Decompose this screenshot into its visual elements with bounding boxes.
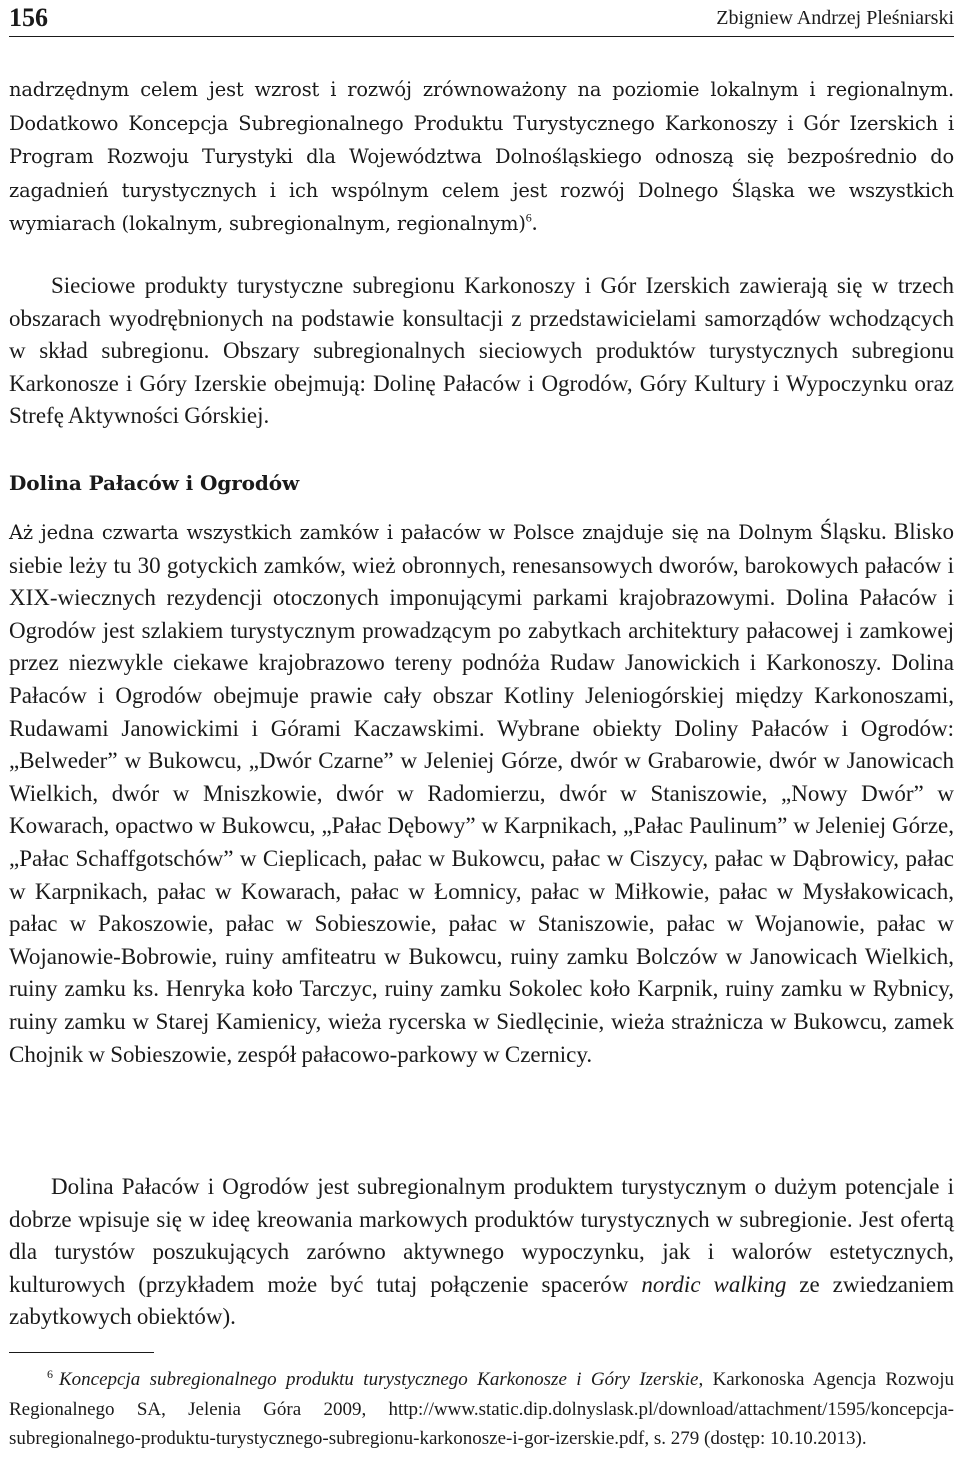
running-head-author: Zbigniew Andrzej Pleśniarski <box>716 7 954 29</box>
section-heading: Dolina Pałaców i Ogrodów <box>9 471 300 495</box>
paragraph-3-text: Śląsku. Blisko siebie leży tu 30 gotyckich zamków, wież obronnych, renesansowych dworów, barokowych pałaców i XIX-wiecznych rezydencji otoczonych imponującymi parkami krajobrazowymi. Dolina Pałaców i Ogrodów jest szlakiem turystycznym prowadzącym po zabytkach architektury pałacowej i zamkowej przez niezwykle ciekawe krajobrazowo tereny podnóża Rudaw Janowickich i Karkonoszy. Dolina Pałaców i Ogrodów obejmuje prawie cały obszar Kotliny Jeleniogórskiej między Karkonoszami, Rudawami Janowickimi i Górami Kaczawskimi. Wybrane obiekty Doliny Pałaców i Ogrodów: „Belweder” w Bukowcu, „Dwór Czarne” w Jeleniej Górze, dwór w Grabarowie, dwór w Janowicach Wielkich, dwór w Mniszkowie, dwór w Radomierzu, dwór w Staniszowie, „Nowy Dwór” w Kowarach, opactwo w Bukowcu, „Pałac Dębowy” w Karpnikach, „Pałac Paulinum” w Jeleniej Górze, „Pałac Schaffgotschów” w Cieplicach, pałac w Bukowcu, pałac w Ciszycy, pałac w Dąbrowicy, pałac w Karpnikach, pałac w Kowarach, pałac w Łomnicy, pałac w Miłkowie, pałac w Mysłakowicach, pałac w Pakoszowie, pałac w Sobieszowie, pałac w Staniszowie, pałac w Wojanowie, pałac w Wojanowie-Bobrowie, ruiny amfiteatru w Bukowcu, ruiny zamku Bolczów w Janowicach Wielkich, ruiny zamku ks. Henryka koło Tarczyc, ruiny zamku Sokolec koło Karpnik, ruiny zamku w Rybnicy, ruiny zamku w Starej Kamienicy, wieża rycerska w Siedlęcinie, wieża strażnicza w Bukowcu, zamek Chojnik w Sobieszowie, zespół pałacowo-parkowy w Czernicy. <box>9 519 954 1067</box>
footnote-reference: 6 <box>525 210 532 225</box>
footnote-title: Koncepcja subregionalnego produktu turystycznego Karkonosze i Góry Izerskie <box>59 1369 699 1390</box>
paragraph-1-end: . <box>531 210 538 236</box>
footnote-text: , Karkonoska Agencja Rozwoju Regionalnego SA, Jelenia Góra 2009, http://www.static.dip.dolnyslask.pl/download/attachment/1595/koncepcja-subregionalnego-produktu-turystycznego-subregionu-karkonosze-i-gor-izerskie.pdf, s. 279 (dostęp: 10.10.2013). <box>9 1369 954 1449</box>
paragraph-3-lead: Aż jedna czwarta wszystkich zamków i pałaców w Polsce znajduje się na Dolnym <box>9 521 813 544</box>
paragraph-4-end: ze zwiedzaniem zabytkowych obiektów). <box>9 1271 955 1330</box>
page-number: 156 <box>9 3 48 32</box>
book-page <box>9 0 954 1484</box>
footnote-rule <box>9 1352 154 1353</box>
footnote-number: 6 <box>47 1366 53 1381</box>
running-header <box>9 2 954 34</box>
paragraph-4-italic: nordic walking <box>641 1271 787 1297</box>
paragraph-3 <box>9 516 954 1071</box>
paragraph-1-text: nadrzędnym celem jest wzrost i rozwój zrównoważony na poziomie lokalnym i regionalnym. Dodatkowo Koncepcja Subregionalnego Produktu Turystycznego Karkonoszy i Gór Izerskich i Program Rozwoju Turystyki dla Województwa Dolnośląskiego odnoszą się bezpośrednio do zagadnień turystycznych i ich wspólnym celem jest rozwój Dolnego Śląska we wszystkich wymiarach (lokalnym, subregionalnym, regionalnym) <box>9 78 954 236</box>
paragraph-2: Sieciowe produkty turystyczne subregionu Karkonoszy i Gór Izerskich zawierają się w trzech obszarach wyodrębnionych na podstawie konsultacji z przedstawicielami samorządów wchodzących w skład subregionu. Obszary subregionalnych sieciowych produktów turystycznych subregionu Karkonosze i Góry Izerskie obejmują: Dolinę Pałaców i Ogrodów, Góry Kultury i Wypoczynku oraz Strefę Aktywności Górskiej. <box>9 273 954 429</box>
paragraph-4 <box>9 1171 954 1334</box>
paragraph-1 <box>9 73 954 241</box>
footnote <box>9 1365 954 1454</box>
paragraph-4-text: Dolina Pałaców i Ogrodów jest subregionalnym produktem turystycznym o dużym potencjale i dobrze wpisuje się w ideę kreowania markowych produktów turystycznych w subregionie. Jest ofertą dla turystów poszukujących zarówno aktywnego wypoczynku, jak i walorów estetycznych, kulturowych (przykładem może być tutaj połączenie spacerów <box>9 1174 954 1297</box>
header-rule <box>9 36 954 37</box>
